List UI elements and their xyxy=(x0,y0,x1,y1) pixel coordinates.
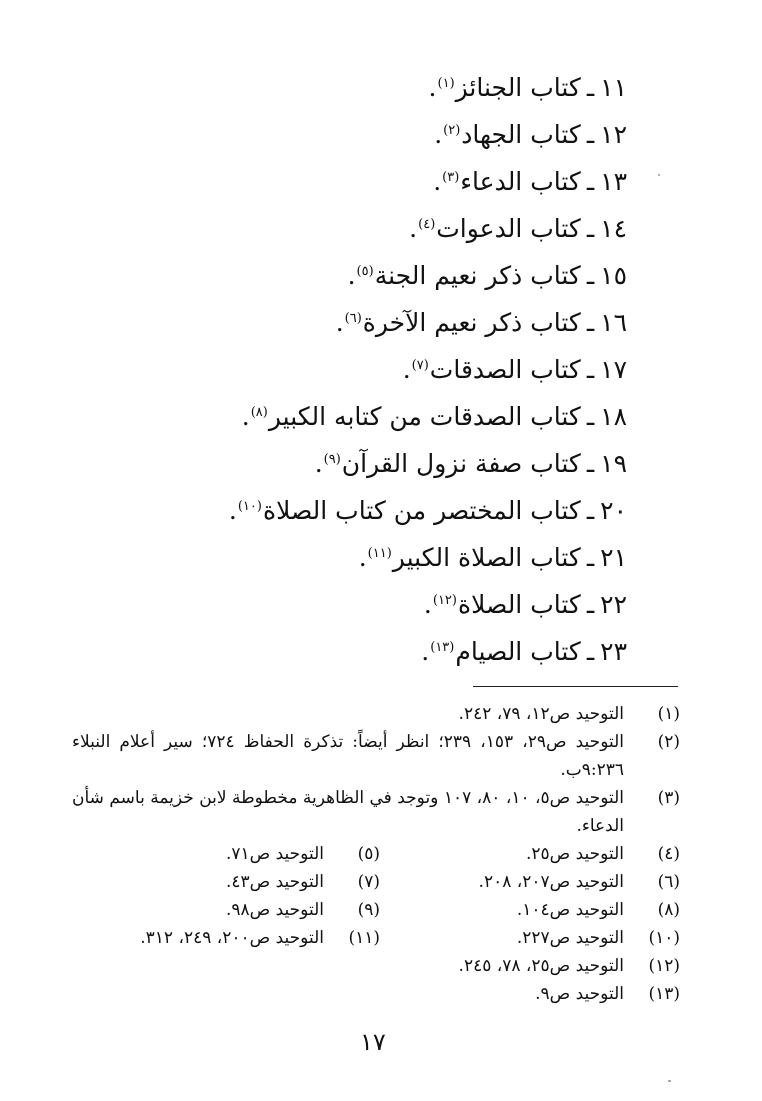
item-title: كتاب الصدقات xyxy=(429,355,581,384)
list-item xyxy=(67,491,627,538)
footnote-ref[interactable]: (١١) xyxy=(367,546,392,561)
item-separator: ـ xyxy=(586,308,595,337)
item-number: ١٩ xyxy=(600,449,627,478)
footnote-text: التوحيد ص١٠٤. xyxy=(516,900,624,920)
footnote-pair xyxy=(72,896,680,924)
item-end: . xyxy=(314,449,323,478)
list-item xyxy=(67,444,627,491)
list-item xyxy=(67,68,627,115)
footnote-text: التوحيد ص٩. xyxy=(535,984,624,1004)
footnote-text: التوحيد ص٢٠٠، ٢٤٩، ٣١٢. xyxy=(140,928,324,948)
footnote-text: التوحيد ص٧١. xyxy=(225,844,324,864)
item-separator: ـ xyxy=(586,120,595,149)
item-number: ٢٠ xyxy=(600,496,627,525)
item-title: كتاب الدعوات xyxy=(436,214,581,243)
footnote xyxy=(226,840,380,868)
footnote-ref[interactable]: (٨) xyxy=(250,405,268,420)
footnote-text: التوحيد ص٢٥، ٧٨، ٢٤٥. xyxy=(458,956,624,976)
item-end: . xyxy=(409,214,418,243)
item-number: ١٤ xyxy=(600,214,627,243)
item-end: . xyxy=(241,402,250,431)
item-title: كتاب الجنائز xyxy=(455,73,581,102)
footnotes xyxy=(72,700,680,1008)
footnote xyxy=(380,924,680,952)
item-number: ١٦ xyxy=(600,308,627,337)
footnote-separator xyxy=(473,686,678,687)
list-item xyxy=(67,115,627,162)
footnote-text: التوحيد ص٢٢٧. xyxy=(516,928,624,948)
footnote-label: (٦) xyxy=(657,872,680,892)
footnote-label: (١٢) xyxy=(648,956,680,976)
item-title: كتاب ذكر نعيم الجنة xyxy=(374,261,581,290)
item-end: . xyxy=(433,167,442,196)
item-separator: ـ xyxy=(586,73,595,102)
item-number: ١١ xyxy=(600,73,627,102)
footnote-ref[interactable]: (٦) xyxy=(344,311,362,326)
footnote-pair xyxy=(72,924,680,952)
item-separator: ـ xyxy=(586,214,595,243)
footnote-label: (١١) xyxy=(348,928,380,948)
item-end: . xyxy=(402,355,411,384)
item-separator: ـ xyxy=(586,543,595,572)
item-number: ١٧ xyxy=(600,355,627,384)
footnote-pair xyxy=(72,840,680,868)
list-item xyxy=(67,303,627,350)
item-end: . xyxy=(335,308,344,337)
item-end: . xyxy=(421,637,430,666)
item-title: كتاب صفة نزول القرآن xyxy=(341,449,581,478)
footnote-text: التوحيد ص٤٣. xyxy=(225,872,324,892)
footnote-label: (٨) xyxy=(657,900,680,920)
item-number: ٢٢ xyxy=(600,590,627,619)
scan-speck xyxy=(658,174,660,176)
item-end: . xyxy=(434,120,443,149)
footnote-label: (٢) xyxy=(657,732,680,752)
item-separator: ـ xyxy=(586,496,595,525)
footnote xyxy=(72,952,680,980)
footnote xyxy=(380,896,680,924)
scan-speck xyxy=(668,1080,671,1082)
footnote-ref[interactable]: (١٢) xyxy=(432,593,457,608)
footnote-text: التوحيد ص٩٨. xyxy=(225,900,324,920)
list-item xyxy=(67,585,627,632)
item-separator: ـ xyxy=(586,637,595,666)
item-end: . xyxy=(358,543,367,572)
item-title: كتاب الصيام xyxy=(455,637,581,666)
list-item xyxy=(67,209,627,256)
item-separator: ـ xyxy=(586,167,595,196)
footnote xyxy=(72,784,680,840)
footnote-label: (٥) xyxy=(357,844,380,864)
footnote-text: التوحيد ص٢٠٧، ٢٠٨. xyxy=(478,872,624,892)
list-item xyxy=(67,397,627,444)
footnote xyxy=(72,980,680,1008)
footnote-label: (٣) xyxy=(657,788,680,808)
item-end: . xyxy=(228,496,237,525)
item-title: كتاب الصلاة xyxy=(458,590,581,619)
footnote xyxy=(226,896,380,924)
item-number: ١٢ xyxy=(600,120,627,149)
item-number: ١٣ xyxy=(600,167,627,196)
footnote-ref[interactable]: (٧) xyxy=(411,358,429,373)
footnote xyxy=(72,728,680,784)
item-title: كتاب المختصر من كتاب الصلاة xyxy=(262,496,581,525)
list-item xyxy=(67,538,627,585)
footnote-label: (٩) xyxy=(357,900,380,920)
item-title: كتاب ذكر نعيم الآخرة xyxy=(362,308,581,337)
footnote-ref[interactable]: (١٣) xyxy=(430,640,455,655)
item-end: . xyxy=(347,261,356,290)
footnote-text: التوحيد ص٥، ١٠، ٨٠، ١٠٧ وتوجد في الظاهرية مخطوطة لابن خزيمة باسم شأن الدعاء. xyxy=(72,788,625,836)
footnote-ref[interactable]: (٥) xyxy=(356,264,374,279)
footnote-text: التوحيد ص٢٩، ١٥٣، ٢٣٩؛ انظر أيضاً: تذكرة الحفاظ ٧٢٤؛ سير أعلام النبلاء ٩:٢٣٦ب. xyxy=(72,732,625,780)
item-end: . xyxy=(423,590,432,619)
footnote-label: (١) xyxy=(657,704,680,724)
footnote xyxy=(226,868,380,896)
list-item xyxy=(67,632,627,679)
item-number: ٢٣ xyxy=(600,637,627,666)
item-number: ١٥ xyxy=(600,261,627,290)
item-title: كتاب الدعاء xyxy=(460,167,581,196)
footnote xyxy=(72,700,680,728)
footnote-ref[interactable]: (٣) xyxy=(442,170,460,185)
footnote xyxy=(380,868,680,896)
item-separator: ـ xyxy=(586,261,595,290)
item-number: ١٨ xyxy=(600,402,627,431)
footnote-ref[interactable]: (٩) xyxy=(323,452,341,467)
item-title: كتاب الصدقات من كتابه الكبير xyxy=(268,402,581,431)
footnote-label: (١٣) xyxy=(648,984,680,1004)
footnote xyxy=(380,840,680,868)
footnote-pair xyxy=(72,868,680,896)
item-separator: ـ xyxy=(586,355,595,384)
item-end: . xyxy=(428,73,437,102)
item-separator: ـ xyxy=(586,449,595,478)
page-number: ١٧ xyxy=(360,1028,386,1056)
item-separator: ـ xyxy=(586,590,595,619)
footnote-label: (١٠) xyxy=(648,928,680,948)
item-title: كتاب الجهاد xyxy=(461,120,581,149)
book-list xyxy=(67,68,627,679)
item-number: ٢١ xyxy=(600,543,627,572)
footnote xyxy=(140,924,380,952)
footnote-ref[interactable]: (١) xyxy=(437,76,455,91)
list-item xyxy=(67,162,627,209)
footnote-label: (٧) xyxy=(357,872,380,892)
footnote-ref[interactable]: (١٠) xyxy=(237,499,262,514)
item-title: كتاب الصلاة الكبير xyxy=(392,543,581,572)
footnote-ref[interactable]: (٢) xyxy=(443,123,461,138)
list-item xyxy=(67,350,627,397)
footnote-text: التوحيد ص١٢، ٧٩، ٢٤٢. xyxy=(458,704,624,724)
footnote-text: التوحيد ص٢٥. xyxy=(525,844,624,864)
item-separator: ـ xyxy=(586,402,595,431)
footnote-label: (٤) xyxy=(657,844,680,864)
list-item xyxy=(67,256,627,303)
footnote-ref[interactable]: (٤) xyxy=(418,217,436,232)
